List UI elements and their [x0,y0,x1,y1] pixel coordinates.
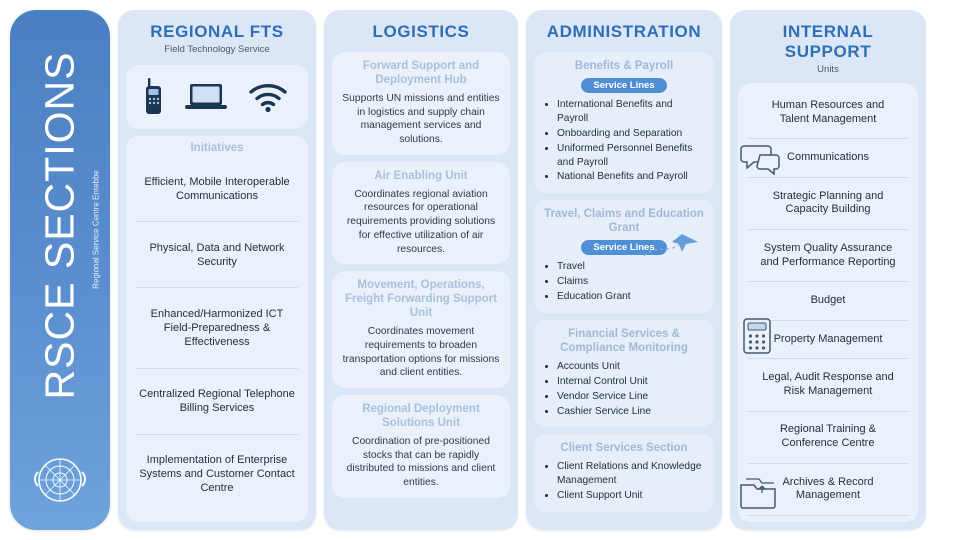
logistics-card-title: Regional Deployment Solutions Unit [362,403,480,430]
list-item: • Education Grant [557,290,705,304]
column-logistics [324,10,518,530]
service-lines-pill: Service Lines [581,240,666,255]
administration-card-title: Travel, Claims and Education Grant [544,208,704,235]
column-internal-support [730,10,926,530]
list-item: Budget [748,282,908,321]
logistics-card [332,162,510,264]
speech-bubbles-icon [740,141,782,175]
logistics-card-title: Forward Support and Deployment Hub [362,60,480,87]
fts-icon-row [126,65,308,129]
administration-card-list [543,460,705,503]
logistics-card [332,395,510,498]
list-item: • Accounts Unit [557,360,705,374]
list-item: • Cashier Service Line [557,405,705,419]
calculator-icon [740,317,774,355]
logistics-card-body: Coordinates regional aviation resources for operational requirements providing solutions for effective utilization of air resources. [346,188,496,255]
list-item: • Vendor Service Line [557,390,705,404]
airplane-icon [642,226,706,266]
administration-card-title: Client Services Section [560,442,688,455]
list-item: System Quality Assurance and Performance Reporting [748,230,908,282]
column-header-administration: ADMINISTRATION [546,22,702,41]
list-item: Communications [748,139,908,178]
fts-initiative-item: Efficient, Mobile Interoperable Communications [136,156,298,222]
logistics-card-body: Coordination of pre-positioned stocks that can be rapidly distributed to missions and client entities. [346,436,496,489]
column-subheader-fts: Field Technology Service [164,44,270,55]
list-item: • Claims [557,275,705,289]
list-item: Property Management [748,321,908,360]
list-item: Legal, Audit Response and Risk Management [748,359,908,411]
list-item: • International Benefits and Payroll [557,98,705,126]
list-item: • Uniformed Personnel Benefits and Payroll [557,142,705,170]
logistics-card-title: Air Enabling Unit [374,169,468,182]
administration-card-list [543,98,705,184]
archive-box-icon [738,475,778,511]
logistics-card-title: Movement, Operations, Freight Forwarding Support Unit [344,279,498,320]
radio-handset-icon [145,77,165,117]
administration-card [534,320,714,428]
column-header-logistics: LOGISTICS [372,22,470,41]
logistics-card-body: Supports UN missions and entities in logistics and supply chain management services and solutions. [342,93,500,146]
list-item: • Internal Control Unit [557,375,705,389]
laptop-icon [184,81,228,113]
logistics-card [332,52,510,155]
sidebar-title: RSCE SECTIONS [36,51,83,399]
list-item: • Client Support Unit [557,489,705,503]
internal-support-list [738,83,918,522]
list-item: • Client Relations and Knowledge Management [557,460,705,488]
list-item: Regional Training & Conference Centre [748,412,908,464]
list-item: Archives & Record Management [748,464,908,516]
column-regional-fts [118,10,316,530]
administration-card [534,200,714,313]
administration-card [534,434,714,512]
administration-card-title: Financial Services & Compliance Monitoring [560,327,688,354]
fts-initiative-item: Enhanced/Harmonized ICT Field-Preparedness & Effectiveness [136,288,298,368]
service-lines-pill: Service Lines [581,78,666,93]
logistics-card-body: Coordinates movement requirements to broaden transportation options for missions and client entities. [342,326,500,379]
list-item: • Travel [557,260,705,274]
logistics-card [332,271,510,388]
wifi-icon [247,81,289,113]
fts-initiative-item: Implementation of Enterprise Systems and Customer Contact Centre [139,454,295,495]
list-item: • Onboarding and Separation [557,127,705,141]
column-header-fts: REGIONAL FTS [150,22,284,41]
column-header-internal-support: INTERNAL SUPPORT [782,22,874,61]
fts-initiative-item: Centralized Regional Telephone Billing Services [136,369,298,435]
column-administration [526,10,722,530]
fts-initiatives-card [126,136,308,522]
column-subheader-internal-support: Units [817,64,839,75]
administration-card [534,52,714,193]
list-item: • National Benefits and Payroll [557,170,705,184]
un-emblem-icon [32,452,88,508]
fts-initiatives-title: Initiatives [190,142,244,154]
administration-card-list [543,360,705,419]
list-item: Strategic Planning and Capacity Building [748,178,908,230]
administration-card-title: Benefits & Payroll [574,60,674,72]
sidebar-title-bar [10,10,110,530]
list-item: Human Resources and Talent Management [748,87,908,139]
sidebar-subtitle: Regional Service Centre Entebbe [91,170,101,289]
administration-card-list [543,260,705,304]
fts-initiative-item: Physical, Data and Network Security [136,222,298,288]
